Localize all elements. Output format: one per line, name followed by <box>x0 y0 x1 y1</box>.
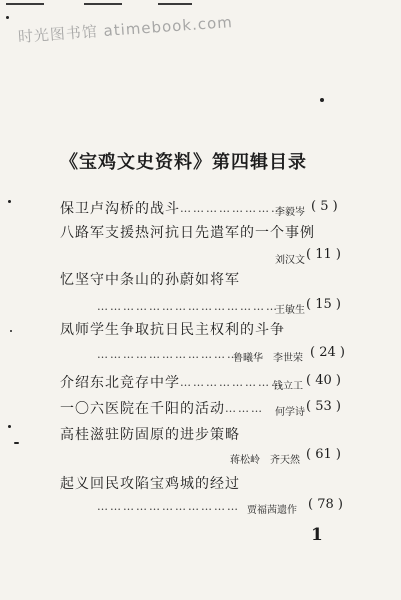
toc-leader: …………………… <box>180 202 284 215</box>
margin-speck <box>10 330 12 332</box>
toc-entry-page: ( 5 ) <box>311 199 338 214</box>
toc-entry-title: 八路军支援热河抗日先遣军的一个事例 <box>60 225 315 241</box>
watermark: 时光图书馆 atimebook.com <box>17 13 234 46</box>
top-rule-left <box>6 3 44 5</box>
toc-entry-author: 钱立工 <box>273 381 303 392</box>
margin-speck <box>14 442 19 444</box>
toc-leader: ……… <box>225 402 264 415</box>
margin-speck <box>8 425 11 428</box>
toc-entry-title: 凤师学生争取抗日民主权利的斗争 <box>60 322 285 338</box>
toc-leader: …………………………………… <box>97 300 279 313</box>
toc-leader: …………………………… <box>97 500 240 513</box>
margin-speck <box>8 200 11 203</box>
toc-entry-page: ( 15 ) <box>306 297 341 312</box>
page-title: 《宝鸡文史资料》第四辑目录 <box>60 152 307 173</box>
toc-entry-title: 保卫卢沟桥的战斗 <box>60 201 180 217</box>
toc-entry-author: 何学诗 <box>275 407 305 418</box>
toc-entry-author: 王敏生 <box>275 305 305 316</box>
top-rule-right <box>158 3 192 5</box>
toc-entry-title: 高桂滋驻防固原的进步策略 <box>60 427 240 443</box>
toc-entry-page: ( 40 ) <box>306 373 341 388</box>
toc-entry-author: 鲁曦华 李世荣 <box>233 353 303 364</box>
toc-entry-page: ( 78 ) <box>308 497 343 512</box>
toc-entry-author: 贾福茜遗作 <box>247 505 297 516</box>
toc-leader: …………………………… <box>97 348 240 361</box>
toc-entry-title: 一〇六医院在千阳的活动 <box>60 401 225 417</box>
toc-entry-title: 忆坚守中条山的孙蔚如将军 <box>60 272 240 288</box>
toc-entry-page: ( 24 ) <box>310 345 345 360</box>
page-number: 1 <box>311 525 323 545</box>
toc-entry-page: ( 61 ) <box>306 447 341 462</box>
toc-leader: …………………… <box>180 376 284 389</box>
toc-entry-title: 介绍东北竞存中学 <box>60 375 180 391</box>
toc-entry-author: 李毅岑 <box>275 207 305 218</box>
top-rule-middle <box>84 3 122 5</box>
toc-entry-page: ( 11 ) <box>306 247 341 262</box>
toc-entry-page: ( 53 ) <box>306 399 341 414</box>
margin-speck <box>6 16 9 19</box>
margin-speck <box>320 98 324 102</box>
toc-entry-author: 蒋松岭 齐天然 <box>230 455 300 466</box>
toc-entry-title: 起义回民攻陷宝鸡城的经过 <box>60 476 240 492</box>
toc-entry-author: 刘汉文 <box>275 255 305 266</box>
